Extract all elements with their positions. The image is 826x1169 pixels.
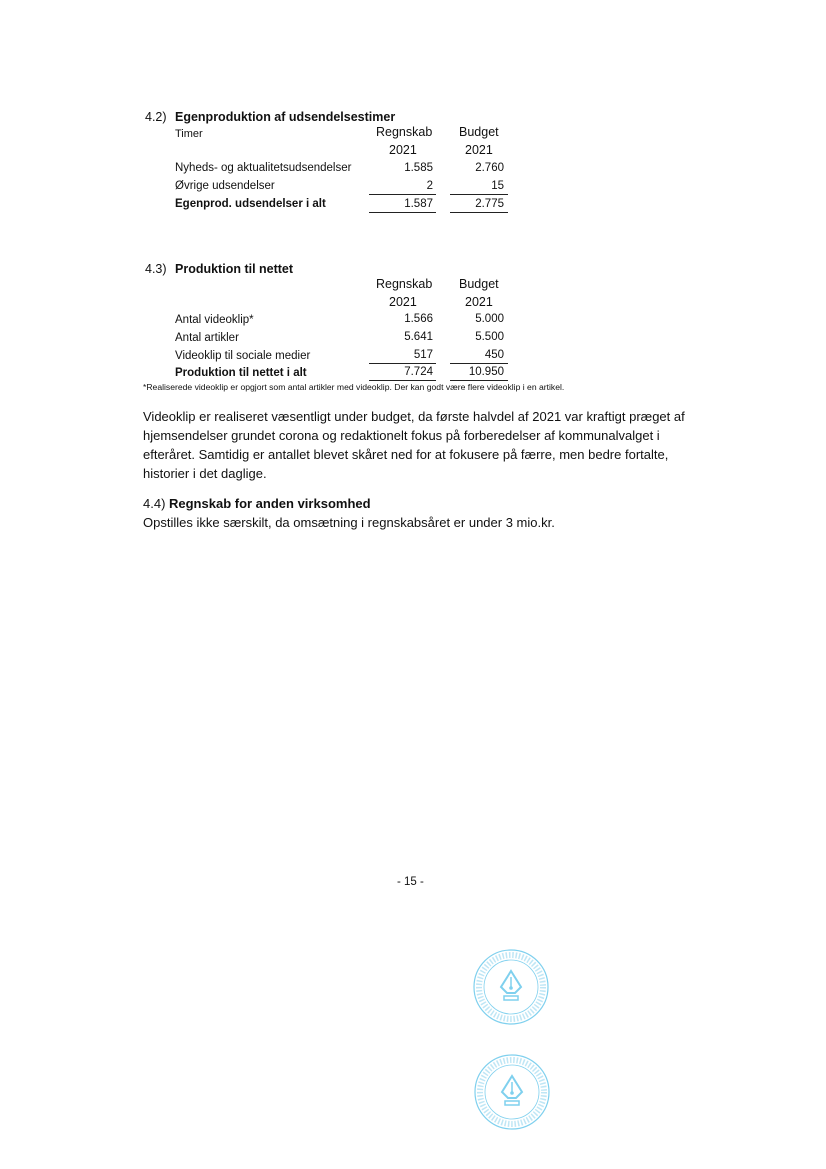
section-4-4-text: Opstilles ikke særskilt, da omsætning i regnskabsåret er under 3 mio.kr.	[143, 515, 555, 530]
col-header-budget-year: 2021	[465, 143, 493, 157]
row-regnskab-total: 7.724	[404, 366, 433, 378]
paragraph-line: Videoklip er realiseret væsentligt under budget, da første halvdel af 2021 var kraftigt præget af	[143, 409, 685, 424]
row-label: Videoklip til sociale medier	[175, 350, 311, 362]
row-budget-value: 5.000	[475, 313, 504, 325]
col-header-regnskab: Regnskab	[376, 125, 433, 139]
paragraph-line: hjemsendelser grundet corona og redaktionelt fokus på forberedelser af kommunalvalget i	[143, 428, 660, 443]
row-regnskab-value: 2	[426, 180, 433, 192]
subtotal-rule	[369, 363, 436, 364]
total-rule	[369, 212, 436, 213]
col-header-budget: Budget	[459, 277, 499, 291]
section-4-4-title: Regnskab for anden virksomhed	[169, 496, 371, 511]
row-budget-value: 2.760	[475, 162, 504, 174]
col-header-budget-year: 2021	[465, 295, 493, 309]
row-regnskab-total: 1.587	[404, 198, 433, 210]
paragraph-line: efteråret. Samtidig er antallet blevet skåret ned for at fokusere på færre, men bedre fortalte,	[143, 447, 669, 462]
col-header-budget: Budget	[459, 125, 499, 139]
signature-seal-icon	[471, 947, 551, 1027]
row-label: Nyheds- og aktualitetsudsendelser	[175, 162, 352, 174]
row-label: Antal videoklip*	[175, 314, 254, 326]
section-4-2-title: Egenproduktion af udsendelsestimer	[175, 110, 396, 124]
total-rule	[369, 380, 436, 381]
footnote: *Realiserede videoklip er opgjort som antal artikler med videoklip. Der kan godt være flere videoklip i en artikel.	[143, 382, 565, 392]
row-label-total: Egenprod. udsendelser i alt	[175, 198, 326, 210]
total-rule	[450, 380, 508, 381]
row-budget-total: 10.950	[468, 366, 504, 378]
row-regnskab-value: 517	[413, 349, 433, 361]
row-budget-value: 450	[484, 349, 504, 361]
row-label-total: Produktion til nettet i alt	[175, 367, 307, 379]
row-budget-total: 2.775	[475, 198, 504, 210]
row-regnskab-value: 1.585	[404, 162, 433, 174]
col-header-regnskab-year: 2021	[389, 295, 417, 309]
unit-label: Timer	[175, 128, 203, 140]
col-header-regnskab-year: 2021	[389, 143, 417, 157]
row-label: Øvrige udsendelser	[175, 180, 275, 192]
paragraph-line: historier i det daglige.	[143, 466, 267, 481]
subtotal-rule	[450, 194, 508, 195]
col-header-regnskab: Regnskab	[376, 277, 433, 291]
row-budget-value: 5.500	[475, 331, 504, 343]
section-4-3-title: Produktion til nettet	[175, 262, 294, 276]
row-regnskab-value: 1.566	[404, 313, 433, 325]
subtotal-rule	[450, 363, 508, 364]
total-rule	[450, 212, 508, 213]
page-number: - 15 -	[397, 876, 424, 888]
section-4-3-number: 4.3)	[145, 262, 167, 276]
signature-seal-icon	[472, 1052, 552, 1132]
subtotal-rule	[369, 194, 436, 195]
section-4-4-number: 4.4)	[143, 496, 166, 511]
row-label: Antal artikler	[175, 332, 239, 344]
row-regnskab-value: 5.641	[404, 331, 433, 343]
row-budget-value: 15	[491, 180, 504, 192]
section-4-2-number: 4.2)	[145, 110, 167, 124]
